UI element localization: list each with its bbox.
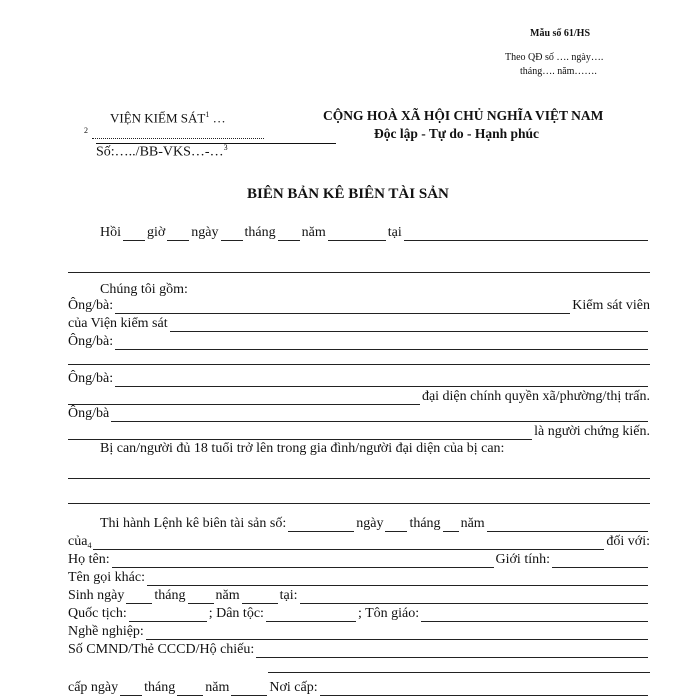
place-continued-field[interactable] [68, 272, 650, 273]
gender-label: Giới tính: [495, 552, 550, 567]
birth-place-field[interactable] [300, 591, 649, 604]
person2-label: Ông/bà: [68, 334, 114, 349]
order-year-field[interactable] [487, 519, 648, 532]
agency-footnote-1: 1 [205, 110, 210, 119]
witness-field[interactable] [68, 427, 532, 440]
nationality-row [68, 606, 650, 622]
id-label: Số CMND/Thẻ CCCD/Hộ chiếu: [68, 642, 255, 657]
alias-row [68, 570, 650, 586]
birth-year-label: năm [215, 588, 240, 603]
person4-label: Ông/bà [68, 406, 110, 421]
local-rep-field[interactable] [68, 392, 420, 405]
witness-row [68, 424, 650, 440]
ethnicity-field[interactable] [266, 609, 356, 622]
document-number [96, 143, 228, 161]
nationality-label: Quốc tịch: [68, 606, 127, 621]
issue-year-label: năm [205, 680, 230, 695]
person3-row [68, 371, 650, 387]
birth-place-label: tại: [279, 588, 298, 603]
agency-name [110, 110, 226, 126]
procurator-role: Kiểm sát viên [572, 298, 650, 313]
birth-row [68, 588, 650, 604]
issue-month-field[interactable] [177, 683, 203, 696]
day-value-field[interactable] [221, 228, 243, 241]
place-label: tại [387, 225, 402, 240]
local-rep-label: đại diện chính quyền xã/phường/thị trấn. [421, 389, 650, 404]
participants-intro: Chúng tôi gồm: [100, 282, 188, 297]
year-field[interactable] [328, 228, 386, 241]
order-number-field[interactable] [288, 519, 354, 532]
birth-month-label: tháng [154, 588, 186, 603]
procurator-agency-row [68, 316, 650, 332]
agency-name-tail: … [209, 110, 226, 126]
occupation-row [68, 624, 650, 640]
witness-label: là người chứng kiến. [534, 424, 650, 439]
ethnicity-label: ; Dân tộc: [208, 606, 264, 621]
order-month-label: tháng [409, 516, 441, 531]
procurator-name-field[interactable] [115, 301, 570, 314]
person3-label: Ông/bà: [68, 371, 114, 386]
place-field[interactable] [404, 228, 648, 241]
fullname-label: Họ tên: [68, 552, 110, 567]
gender-field[interactable] [552, 555, 648, 568]
local-rep-row [68, 389, 650, 405]
form-number: Mẫu số 61/HS [530, 28, 591, 39]
defendant-rep-label: Bị can/người đủ 18 tuổi trở lên trong gia đình/người đại diện của bị can: [100, 441, 505, 456]
order-issuer-label: của [68, 534, 88, 549]
decision-ref-line2: tháng…. năm……. [520, 66, 597, 77]
issue-day-field[interactable] [120, 683, 142, 696]
national-motto: Độc lập - Tự do - Hạnh phúc [374, 126, 540, 141]
agency-subunit-line [84, 126, 264, 144]
issue-date-label: cấp ngày [68, 680, 119, 695]
hour-field[interactable] [123, 228, 145, 241]
birth-label: Sinh ngày [68, 588, 125, 603]
person4-row [68, 406, 650, 422]
person2-field[interactable] [115, 337, 648, 350]
birth-day-field[interactable] [126, 591, 152, 604]
id-row [68, 642, 650, 658]
document-number-footnote: 3 [223, 143, 228, 152]
issue-place-label: Nơi cấp: [269, 680, 318, 695]
defendant-rep-field-1[interactable] [68, 478, 650, 479]
agency-name-text: VIỆN KIỂM SÁT [110, 110, 206, 126]
month-field[interactable] [278, 228, 300, 241]
document-title: BIÊN BẢN KÊ BIÊN TÀI SẢN [247, 186, 449, 202]
order-issuer-footnote: 4 [87, 541, 92, 550]
order-day-field[interactable] [385, 519, 407, 532]
person3-field[interactable] [115, 374, 648, 387]
issue-row [68, 680, 650, 696]
issue-place-field[interactable] [320, 683, 648, 696]
day-label: ngày [191, 225, 219, 240]
procurator-agency-label: của Viện kiểm sát [68, 316, 168, 331]
month-label: tháng [244, 225, 276, 240]
birth-month-field[interactable] [188, 591, 214, 604]
nationality-field[interactable] [129, 609, 207, 622]
order-year-label: năm [460, 516, 485, 531]
toward-label: đối với: [606, 534, 650, 549]
alias-label: Tên gọi khác: [68, 570, 145, 585]
order-day-label: ngày [356, 516, 384, 531]
birth-year-field[interactable] [242, 591, 278, 604]
person2-continued-field[interactable] [68, 364, 650, 365]
order-issuer-field[interactable] [93, 537, 604, 550]
fullname-row [68, 552, 650, 568]
order-row [100, 516, 650, 532]
order-label: Thi hành Lệnh kê biên tài sản số: [100, 516, 287, 531]
document-number-text: Số:…../BB-VKS…-… [96, 144, 224, 160]
order-month-field[interactable] [443, 519, 459, 532]
order-issuer-row [68, 534, 650, 550]
religion-label: ; Tôn giáo: [357, 606, 420, 621]
agency-footnote-2: 2 [84, 126, 88, 135]
decision-ref-line1: Theo QĐ số …. ngày…. [505, 52, 604, 63]
occupation-label: Nghề nghiệp: [68, 624, 144, 639]
year-label: năm [301, 225, 326, 240]
id-field[interactable] [256, 645, 648, 658]
issue-year-field[interactable] [231, 683, 267, 696]
hour-label: Hồi [100, 225, 121, 240]
hour-unit-label: giờ [147, 225, 166, 240]
issue-month-label: tháng [144, 680, 176, 695]
national-title: CỘNG HOÀ XÃ HỘI CHỦ NGHĨA VIỆT NAM [323, 108, 604, 123]
alias-field[interactable] [147, 573, 648, 586]
person2-row [68, 334, 650, 350]
agency-subunit-dots [92, 132, 264, 139]
procurator-name-label: Ông/bà: [68, 298, 114, 313]
day-field[interactable] [167, 228, 189, 241]
procurator-agency-field[interactable] [170, 319, 648, 332]
occupation-field[interactable] [146, 627, 648, 640]
religion-field[interactable] [421, 609, 648, 622]
defendant-rep-field-2[interactable] [68, 503, 650, 504]
fullname-field[interactable] [112, 555, 494, 568]
time-place-line [100, 225, 650, 241]
id-continued-field[interactable] [268, 672, 650, 673]
procurator-row [68, 298, 650, 314]
person4-field[interactable] [111, 409, 648, 422]
